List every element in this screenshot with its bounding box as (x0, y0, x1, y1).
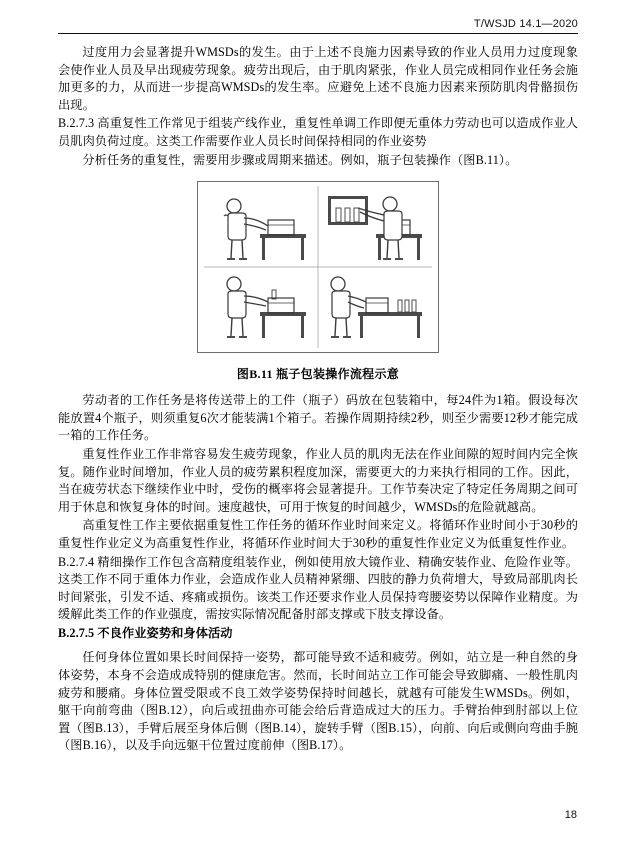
paragraph-cycle-time: 高重复性工作主要依据重复性工作任务的循环作业时间来定义。将循环作业时间小于30秒的重复性作业定义为高重复性作业，将循环作业时间大于30秒的重复性作业定义为低重复性作业。 (58, 518, 578, 550)
bottle-packing-process-figure (197, 181, 439, 353)
section-b273: B.2.7.3 高重复性工作常见于组装产线作业，重复性单调工作即便无重体力劳动也可以造成作业人员肌肉负荷过度。这类工作需要作业人员长时间保持相同的作业姿势 (58, 116, 578, 148)
figure-caption: 图B.11 瓶子包装操作流程示意 (236, 367, 400, 382)
section-b275-heading: B.2.7.5 不良作业姿势和身体活动 (58, 625, 233, 640)
figure-illustration (198, 182, 438, 352)
paragraph-task-description: 劳动者的工作任务是将传送带上的工件（瓶子）码放在包装箱中，每24件为1箱。假设每次能放置4个瓶子，则须重复6次才能装满1个箱子。若操作周期持续2秒，则至少需要12秒才能完成一箱的工作任务。 (58, 393, 578, 443)
header-divider (58, 33, 578, 34)
standard-code: T/WSJD 14.1—2020 (473, 18, 578, 30)
paragraph-repetition-analysis: 分析任务的重复性，需要用步骤或周期来描述。例如，瓶子包装操作（图B.11）。 (82, 152, 518, 167)
paragraph-fatigue: 重复性作业工作非常容易发生疲劳现象，作业人员的肌肉无法在作业间隙的短时间内完全恢复。随作业时间增加，作业人员的疲劳累积程度加深，需要更大的力来执行相同的工作。因此，当在疲劳状态下继续作业中时，受伤的概率将会显著提升。工作节奏决定了特定任务周期之间可用于休息和恢复身体的时间。速度越快，可用于恢复的时间越少，WMSDs的危险就越高。 (58, 446, 578, 514)
paragraph-posture: 任何身体位置如果长时间保持一姿势，都可能导致不适和疲劳。例如，站立是一种自然的身体姿势，本身不会造成成特别的健康危害。然而，长时间站立工作可能会导致脚痛、一般性肌肉疲劳和腰痛。身体位置受限或不良工效学姿势保持时间越长，就越有可能发生WMSDs。例如，躯干向前弯曲（图B.12），向后或扭曲亦可能会给后背造成过大的压力。手臂抬伸到肘部以上位置（图B.13），手臂后展至身体后侧（图B.14），旋转手臂（图B.15），向前、向后或侧向弯曲手腕（图B.16），以及手向远躯干位置过度前伸（图B.17）。 (58, 650, 578, 753)
page-header (58, 18, 578, 33)
paragraph-overexertion: 过度用力会显著提升WMSDs的发生。由于上述不良施力因素导致的作业人员用力过度现象会使作业人员及早出现疲劳现象。疲劳出现后，由于肌肉紧张，作业人员完成相同作业任务会施加更多的力，从而进一步提高WMSDs的发生率。应避免上述不良施力因素来预防肌肉骨骼损伤出现。 (58, 45, 578, 112)
page-number: 18 (564, 809, 577, 821)
page-content (58, 18, 578, 756)
figure-block (58, 181, 578, 358)
section-b274: B.2.7.4 精细操作工作包含高精度组装作业，例如使用放大镜作业、精确安装作业、危险作业等。这类工作不同于重体力作业，会造成作业人员精神紧绷、四肢的静力负荷增大，导致局部肌肉长时间紧张，引发不适、疼痛或损伤。该类工作还要求作业人员保持弯腰姿势以保障作业精度。为缓解此类工作的作业强度，需按实际情况配备肘部支撑或下肢支撑设备。 (58, 554, 578, 622)
